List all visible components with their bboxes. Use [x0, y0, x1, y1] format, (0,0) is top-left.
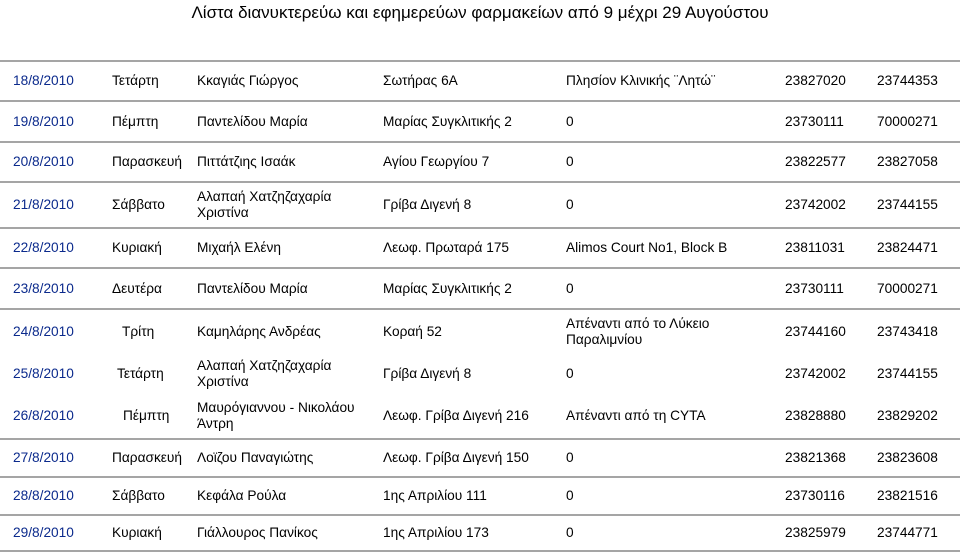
date-cell: 18/8/2010 [13, 73, 74, 88]
phone1-cell: 23821368 [785, 450, 846, 465]
phone2-cell: 23821516 [877, 488, 938, 503]
phone1-cell: 23742002 [785, 366, 846, 381]
note-cell: Alimos Court No1, Block B [566, 240, 728, 255]
name-cell: Παντελίδου Μαρία [197, 113, 308, 129]
day-cell: Πέμπτη [123, 408, 170, 423]
date-cell: 28/8/2010 [13, 488, 74, 503]
table-row [0, 102, 960, 143]
table-row [0, 354, 960, 394]
date-cell: 22/8/2010 [13, 240, 74, 255]
name-cell: Μιχαήλ Ελένη [197, 240, 281, 255]
phone2-cell: 23824471 [877, 240, 938, 255]
phone1-cell: 23744160 [785, 324, 846, 339]
address-cell: Κοραή 52 [383, 324, 442, 339]
table-row [0, 394, 960, 440]
phone1-cell: 23730111 [785, 113, 844, 129]
date-cell: 27/8/2010 [13, 450, 74, 465]
name-cell: Γιάλλουρος Πανίκος [197, 525, 318, 540]
address-cell: Λεωφ. Γρίβα Διγενή 216 [383, 408, 529, 423]
phone2-cell: 23744353 [877, 73, 938, 88]
address-cell: Αγίου Γεωργίου 7 [383, 154, 490, 169]
table-row [0, 310, 960, 354]
name-cell: Παντελίδου Μαρία [197, 280, 308, 296]
day-cell: Τετάρτη [117, 366, 164, 381]
date-cell: 29/8/2010 [13, 525, 74, 540]
address-cell: Γρίβα Διγενή 8 [383, 197, 472, 212]
table-row [0, 516, 960, 552]
address-cell: Λεωφ. Πρωταρά 175 [383, 240, 510, 255]
phone2-cell: 70000271 [877, 113, 938, 129]
name-cell: Κκαγιάς Γιώργος [197, 73, 299, 88]
phone2-cell: 23829202 [877, 408, 938, 423]
address-cell: 1ης Απριλίου 111 [383, 488, 487, 503]
table-row [0, 440, 960, 478]
date-cell: 23/8/2010 [13, 280, 74, 296]
name-cell: Πιττάτζιης Ισαάκ [197, 154, 296, 169]
name-cell: Αλαπαή Χατζηζαχαρία Χριστίνα [197, 358, 332, 389]
address-cell: Μαρίας Συγκλιτικής 2 [383, 113, 512, 129]
day-cell: Παρασκευή [112, 450, 182, 465]
address-cell: Σωτήρας 6Α [383, 73, 458, 88]
date-cell: 24/8/2010 [13, 324, 74, 339]
phone2-cell: 23744771 [877, 525, 938, 540]
phone2-cell: 23823608 [877, 450, 938, 465]
address-cell: Λεωφ. Γρίβα Διγενή 150 [383, 450, 529, 465]
day-cell: Σάββατο [112, 488, 165, 503]
address-cell: 1ης Απριλίου 173 [383, 525, 489, 540]
day-cell: Δευτέρα [112, 280, 162, 296]
note-cell: Πλησίον Κλινικής ¨Λητώ¨ [566, 73, 716, 88]
name-cell: Κεφάλα Ρούλα [197, 488, 287, 503]
note-cell: 0 [566, 525, 574, 540]
day-cell: Πέμπτη [112, 113, 159, 129]
address-cell: Μαρίας Συγκλιτικής 2 [383, 280, 512, 296]
table-row [0, 478, 960, 516]
day-cell: Σάββατο [112, 197, 165, 212]
phone1-cell: 23730111 [785, 280, 844, 296]
day-cell: Παρασκευή [112, 154, 182, 169]
table-row [0, 229, 960, 269]
phone2-cell: 23827058 [877, 154, 938, 169]
name-cell: Αλαπαή Χατζηζαχαρία Χριστίνα [197, 189, 332, 220]
address-cell: Γρίβα Διγενή 8 [383, 366, 472, 381]
table-row [0, 269, 960, 310]
note-cell: 0 [566, 280, 574, 296]
table-row [0, 143, 960, 183]
note-cell: Απέναντι από το Λύκειο Παραλιμνίου [566, 316, 710, 347]
phone1-cell: 23825979 [785, 525, 846, 540]
phone1-cell: 23730116 [785, 488, 845, 503]
note-cell: 0 [566, 450, 574, 465]
phone1-cell: 23742002 [785, 197, 846, 212]
date-cell: 26/8/2010 [13, 408, 74, 423]
phone1-cell: 23827020 [785, 73, 846, 88]
table-row [0, 183, 960, 229]
phone2-cell: 23744155 [877, 197, 938, 212]
day-cell: Τετάρτη [112, 73, 159, 88]
date-cell: 21/8/2010 [13, 197, 74, 212]
page-title: Λίστα διανυκτερεύω και εφημερεύων φαρμακείων από 9 μέχρι 29 Αυγούστου [191, 3, 769, 22]
day-cell: Κυριακή [112, 525, 162, 540]
name-cell: Καμηλάρης Ανδρέας [197, 324, 321, 339]
phone2-cell: 23743418 [877, 324, 938, 339]
note-cell: Απέναντι από τη CYTA [566, 408, 706, 423]
note-cell: 0 [566, 197, 574, 212]
day-cell: Κυριακή [112, 240, 162, 255]
table-row [0, 60, 960, 102]
phone1-cell: 23828880 [785, 408, 846, 423]
note-cell: 0 [566, 366, 574, 381]
note-cell: 0 [566, 113, 574, 129]
phone1-cell: 23811031 [785, 240, 845, 255]
date-cell: 19/8/2010 [13, 113, 74, 129]
name-cell: Λοϊζου Παναγιώτης [197, 450, 314, 465]
phone2-cell: 70000271 [877, 280, 938, 296]
phone2-cell: 23744155 [877, 366, 938, 381]
name-cell: Μαυρόγιαννου - Νικολάου Άντρη [197, 400, 355, 431]
date-cell: 20/8/2010 [13, 154, 74, 169]
date-cell: 25/8/2010 [13, 366, 74, 381]
note-cell: 0 [566, 154, 574, 169]
pharmacy-table [0, 60, 960, 552]
note-cell: 0 [566, 488, 574, 503]
phone1-cell: 23822577 [785, 154, 846, 169]
day-cell: Τρίτη [122, 324, 155, 339]
